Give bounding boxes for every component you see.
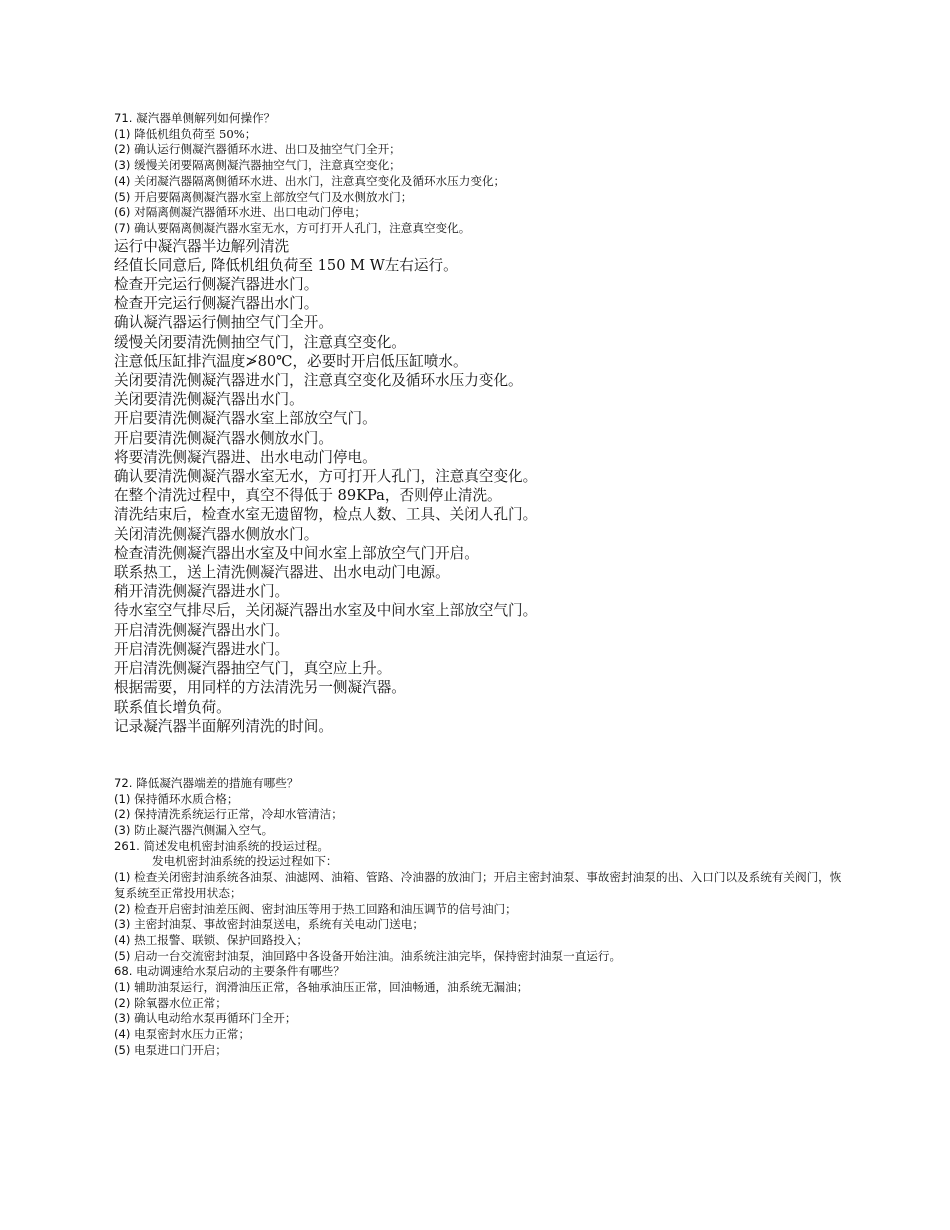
procedure-line: 检查开完运行侧凝汽器进水门。 (114, 276, 319, 294)
procedure-line: 确认要清洗侧凝汽器水室无水，方可打开人孔门，注意真空变化。 (114, 468, 538, 486)
item-text: 降低机组负荷至 50%； (130, 126, 257, 141)
item-number: (2) (114, 142, 131, 157)
question-number: 68. (114, 964, 133, 979)
item-number: (3) (114, 917, 131, 932)
procedure-line: 开启清洗侧凝汽器进水门。 (114, 640, 290, 658)
question-title: 简述发电机密封油系统的投运过程。 (139, 838, 330, 853)
procedure-line: 记录凝汽器半面解列清洗的时间。 (114, 717, 333, 735)
item-text: 对隔离侧凝汽器循环水进、出口电动门停电； (130, 205, 366, 220)
item-text: 电泵进口门开启； (130, 1042, 227, 1057)
item-text: 除氧器水位正常； (130, 995, 227, 1010)
document-page (114, 111, 844, 1059)
list-item (114, 142, 844, 158)
list-item (114, 174, 844, 190)
item-number: (3) (114, 158, 131, 173)
item-number: (3) (114, 823, 131, 838)
question-heading (114, 111, 844, 127)
item-number: (3) (114, 1011, 131, 1026)
question-68 (114, 964, 844, 1058)
procedure-line: 清洗结束后，检查水室无遗留物，检点人数、工具、关闭人孔门。 (114, 506, 538, 524)
item-text: 检查开启密封油差压阀、密封油压等用于热工回路和油压调节的信号油门； (130, 901, 517, 916)
procedure-line: 经值长同意后, 降低机组负荷至 150 M W左右运行。 (114, 256, 458, 274)
procedure-heading: 运行中凝汽器半边解列清洗 (114, 237, 290, 255)
list-item (114, 221, 844, 237)
procedure-line: 检查开完运行侧凝汽器出水门。 (114, 295, 319, 313)
item-text: 保持循环水质合格； (130, 791, 239, 806)
procedure-line: 联系值长增负荷。 (114, 698, 231, 716)
list-item (114, 1043, 844, 1059)
question-title: 降低凝汽器端差的措施有哪些？ (132, 775, 299, 790)
question-heading (114, 964, 844, 980)
item-text: 确认要隔离侧凝汽器水室无水，方可打开人孔门，注意真空变化。 (130, 220, 471, 235)
item-number: (5) (114, 948, 131, 963)
question-heading (114, 776, 844, 792)
item-number: (1) (114, 980, 131, 995)
item-number: (2) (114, 807, 131, 822)
procedure-line: 开启要清洗侧凝汽器水侧放水门。 (114, 429, 333, 447)
question-261 (114, 839, 844, 965)
question-title: 电动调速给水泵启动的主要条件有哪些？ (132, 964, 345, 979)
procedure-line: 开启清洗侧凝汽器出水门。 (114, 621, 290, 639)
list-item (114, 980, 844, 996)
list-item (114, 190, 844, 206)
answer-intro: 发电机密封油系统的投运过程如下： (152, 854, 338, 869)
list-item (114, 158, 844, 174)
item-text: 辅助油泵运行，润滑油压正常，各轴承油压正常，回油畅通，油系统无漏油； (130, 980, 529, 995)
item-number: (5) (114, 189, 131, 204)
procedure-line: 注意低压缸排汽温度≯80℃，必要时开启低压缸喷水。 (114, 352, 468, 370)
list-item (114, 1027, 844, 1043)
list-item (114, 823, 844, 839)
procedure-line: 开启清洗侧凝汽器抽空气门，真空应上升。 (114, 660, 392, 678)
procedure-line: 关闭要清洗侧凝汽器进水门，注意真空变化及循环水压力变化。 (114, 372, 523, 390)
question-title: 凝汽器单侧解列如何操作？ (132, 111, 276, 125)
list-item (114, 949, 844, 965)
question-number: 71. (114, 111, 133, 125)
item-text: 关闭凝汽器隔离侧循环水进、出水门，注意真空变化及循环水压力变化； (130, 173, 506, 188)
item-number: (4) (114, 173, 131, 188)
item-text: 主密封油泵、事故密封油泵送电，系统有关电动门送电； (130, 917, 424, 932)
item-text: 缓慢关闭要隔离侧凝汽器抽空气门，注意真空变化； (130, 158, 401, 173)
question-71 (114, 111, 844, 237)
procedure-line: 开启要清洗侧凝汽器水室上部放空气门。 (114, 410, 377, 428)
procedure-line: 待水室空气排尽后，关闭凝汽器出水室及中间水室上部放空气门。 (114, 602, 538, 620)
item-text: 检查关闭密封油系统各油泵、油滤网、油箱、管路、冷油器的放油门；开启主密封油泵、事故密封油泵的出、入口门以及系统有关阀门，恢复系统至正常投用状态； (114, 870, 842, 900)
list-item (114, 996, 844, 1012)
question-number: 261. (114, 838, 140, 853)
item-text: 确认运行侧凝汽器循环水进、出口及抽空气门全开； (130, 142, 401, 157)
item-text: 确认电动给水泵再循环门全开； (130, 1011, 297, 1026)
procedure-line: 确认凝汽器运行侧抽空气门全开。 (114, 314, 333, 332)
procedure-line: 联系热工，送上清洗侧凝汽器进、出水电动门电源。 (114, 564, 450, 582)
procedure-line: 稍开清洗侧凝汽器进水门。 (114, 583, 290, 601)
item-number: (2) (114, 995, 131, 1010)
procedure-line: 缓慢关闭要清洗侧抽空气门，注意真空变化。 (114, 333, 406, 351)
list-item (114, 792, 844, 808)
list-item (114, 917, 844, 933)
list-item (114, 870, 844, 901)
list-item (114, 1011, 844, 1027)
procedure-line: 关闭清洗侧凝汽器水侧放水门。 (114, 525, 319, 543)
item-number: (4) (114, 1027, 131, 1042)
procedure-line: 根据需要，用同样的方法清洗另一侧凝汽器。 (114, 679, 406, 697)
procedure-line: 将要清洗侧凝汽器进、出水电动门停电。 (114, 448, 377, 466)
item-number: (6) (114, 205, 131, 220)
item-number: (7) (114, 220, 131, 235)
procedure-line: 在整个清洗过程中，真空不得低于 89KPa，否则停止清洗。 (114, 487, 502, 505)
item-number: (1) (114, 870, 131, 885)
item-number: (1) (114, 791, 131, 806)
list-item (114, 127, 844, 143)
item-text: 热工报警、联锁、保护回路投入； (130, 932, 309, 947)
item-number: (4) (114, 932, 131, 947)
question-number: 72. (114, 775, 133, 790)
item-text: 启动一台交流密封油泵，油回路中各设备开始注油。油系统注油完毕，保持密封油泵一直运行。 (130, 948, 622, 963)
list-item (114, 807, 844, 823)
question-72 (114, 776, 844, 839)
procedure-line: 关闭要清洗侧凝汽器出水门。 (114, 391, 304, 409)
item-text: 开启要隔离侧凝汽器水室上部放空气门及水侧放水门； (130, 189, 413, 204)
item-text: 电泵密封水压力正常； (130, 1027, 251, 1042)
item-number: (2) (114, 901, 131, 916)
item-text: 防止凝汽器汽侧漏入空气。 (130, 823, 274, 838)
list-item (114, 933, 844, 949)
item-number: (1) (114, 126, 131, 141)
item-number: (5) (114, 1042, 131, 1057)
list-item (114, 902, 844, 918)
question-heading (114, 839, 844, 855)
procedure-line: 检查清洗侧凝汽器出水室及中间水室上部放空气门开启。 (114, 544, 479, 562)
item-text: 保持清洗系统运行正常，冷却水管清洁； (130, 807, 343, 822)
list-item (114, 205, 844, 221)
section-gap (114, 736, 844, 776)
cleaning-procedure (114, 237, 844, 736)
